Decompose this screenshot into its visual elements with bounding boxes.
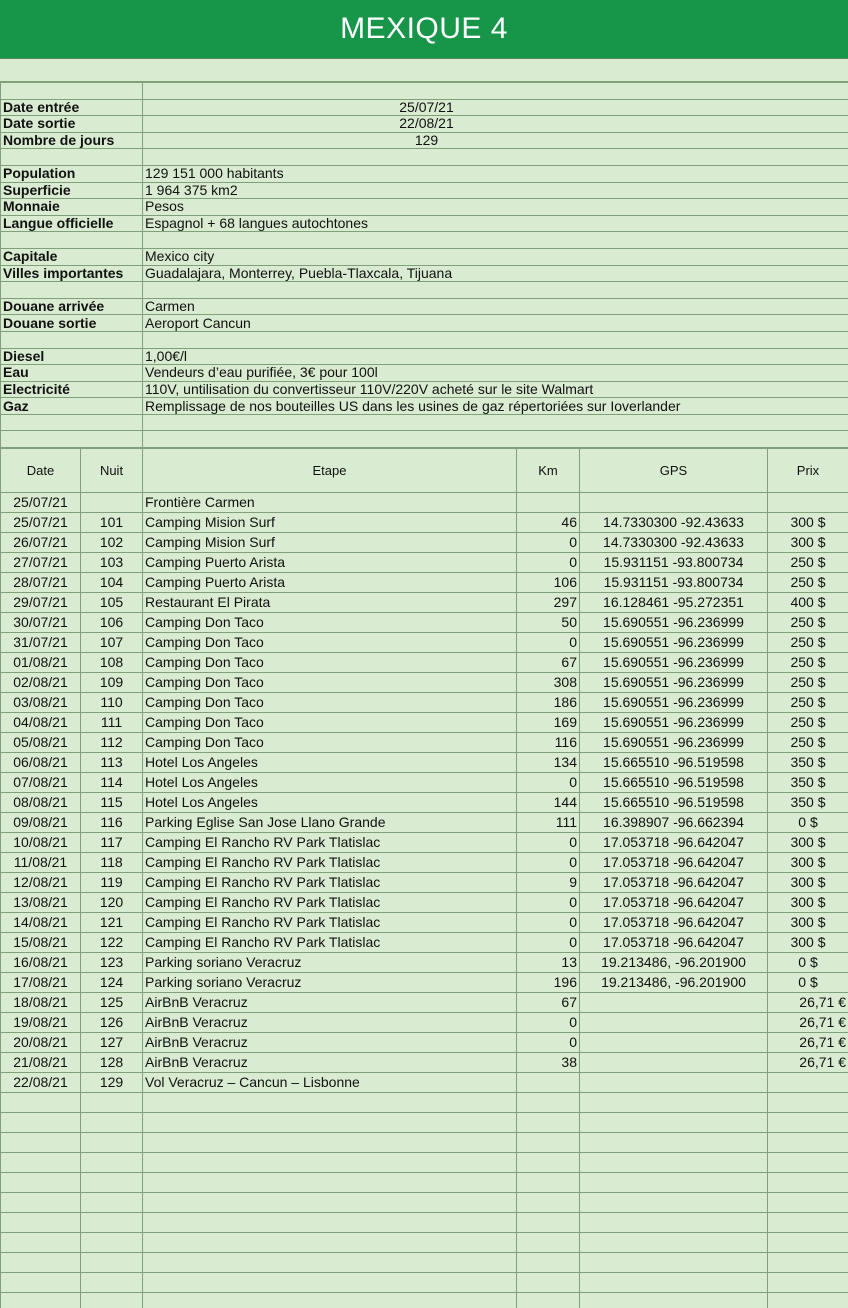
night-cell: 127	[81, 1033, 143, 1053]
gps-cell: 17.053718 -96.642047	[580, 893, 768, 913]
column-header-nuit: Nuit	[81, 449, 143, 493]
blank-row	[1, 331, 848, 348]
stage-cell: Camping Mision Surf	[143, 513, 517, 533]
night-cell: 105	[81, 593, 143, 613]
date-cell: 01/08/21	[1, 653, 81, 673]
date-cell: 05/08/21	[1, 733, 81, 753]
night-cell: 107	[81, 633, 143, 653]
blank-row	[1, 149, 848, 166]
price-cell: 0 $	[768, 813, 848, 833]
stage-cell: Camping Mision Surf	[143, 533, 517, 553]
table-row	[1, 913, 848, 933]
date-cell: 20/08/21	[1, 1033, 81, 1053]
info-row-diesel	[1, 348, 848, 365]
blank-row	[1, 83, 848, 100]
blank-row	[1, 1233, 848, 1253]
info-value: 1,00€/l	[143, 348, 848, 365]
table-row	[1, 673, 848, 693]
info-label: Douane sortie	[1, 315, 143, 332]
gps-cell: 17.053718 -96.642047	[580, 853, 768, 873]
price-cell: 300 $	[768, 833, 848, 853]
info-row-population	[1, 165, 848, 182]
table-row	[1, 873, 848, 893]
night-cell: 118	[81, 853, 143, 873]
info-row-jours	[1, 132, 848, 149]
price-cell: 350 $	[768, 773, 848, 793]
table-row	[1, 833, 848, 853]
date-cell: 28/07/21	[1, 573, 81, 593]
date-cell: 18/08/21	[1, 993, 81, 1013]
price-cell: 26,71 €	[768, 1033, 848, 1053]
info-label: Monnaie	[1, 199, 143, 216]
km-cell: 196	[517, 973, 580, 993]
night-cell: 114	[81, 773, 143, 793]
gps-cell	[580, 1073, 768, 1093]
date-cell: 22/08/21	[1, 1073, 81, 1093]
gps-cell: 15.665510 -96.519598	[580, 773, 768, 793]
km-cell: 0	[517, 533, 580, 553]
km-cell: 0	[517, 913, 580, 933]
info-value: 129	[143, 132, 848, 149]
gps-cell: 19.213486, -96.201900	[580, 973, 768, 993]
info-label: Electricité	[1, 381, 143, 398]
date-cell: 30/07/21	[1, 613, 81, 633]
info-value: Guadalajara, Monterrey, Puebla-Tlaxcala, Tijuana	[143, 265, 848, 282]
gps-cell: 15.690551 -96.236999	[580, 613, 768, 633]
price-cell: 300 $	[768, 533, 848, 553]
table-row	[1, 1013, 848, 1033]
km-cell: 297	[517, 593, 580, 613]
km-cell: 13	[517, 953, 580, 973]
blank-row	[1, 1253, 848, 1273]
price-cell: 250 $	[768, 553, 848, 573]
km-cell	[517, 493, 580, 513]
stage-cell: Camping Don Taco	[143, 633, 517, 653]
table-row	[1, 733, 848, 753]
night-cell: 109	[81, 673, 143, 693]
table-row	[1, 1073, 848, 1093]
table-row	[1, 633, 848, 653]
stage-cell: Camping El Rancho RV Park Tlatislac	[143, 913, 517, 933]
info-value: 25/07/21	[143, 99, 848, 116]
km-cell: 111	[517, 813, 580, 833]
stage-cell: Camping Don Taco	[143, 613, 517, 633]
gps-cell: 17.053718 -96.642047	[580, 933, 768, 953]
info-value: Carmen	[143, 298, 848, 315]
gps-cell: 15.690551 -96.236999	[580, 693, 768, 713]
price-cell: 300 $	[768, 873, 848, 893]
price-cell: 250 $	[768, 633, 848, 653]
info-label: Douane arrivée	[1, 298, 143, 315]
km-cell: 0	[517, 933, 580, 953]
date-cell: 02/08/21	[1, 673, 81, 693]
stage-cell: Hotel Los Angeles	[143, 753, 517, 773]
gps-cell	[580, 1033, 768, 1053]
table-row	[1, 813, 848, 833]
gps-cell	[580, 1053, 768, 1073]
price-cell	[768, 1073, 848, 1093]
date-cell: 11/08/21	[1, 853, 81, 873]
km-cell: 186	[517, 693, 580, 713]
info-row-monnaie	[1, 199, 848, 216]
info-row-electricite	[1, 381, 848, 398]
km-cell: 0	[517, 773, 580, 793]
info-value: Pesos	[143, 199, 848, 216]
date-cell: 09/08/21	[1, 813, 81, 833]
stage-cell: Camping El Rancho RV Park Tlatislac	[143, 873, 517, 893]
date-cell: 12/08/21	[1, 873, 81, 893]
blank-row	[0, 59, 848, 82]
info-row-langue	[1, 215, 848, 232]
info-value: Vendeurs d’eau purifiée, 3€ pour 100l	[143, 365, 848, 382]
info-label: Gaz	[1, 398, 143, 415]
table-row	[1, 953, 848, 973]
km-cell: 0	[517, 1033, 580, 1053]
table-row	[1, 1053, 848, 1073]
info-table	[0, 82, 848, 448]
table-row	[1, 713, 848, 733]
night-cell: 108	[81, 653, 143, 673]
info-value: Remplissage de nos bouteilles US dans les usines de gaz répertoriées sur Ioverlander	[143, 398, 848, 415]
info-value: 110V, untilisation du convertisseur 110V/220V acheté sur le site Walmart	[143, 381, 848, 398]
gps-cell: 15.690551 -96.236999	[580, 633, 768, 653]
gps-cell: 19.213486, -96.201900	[580, 953, 768, 973]
gps-cell: 15.690551 -96.236999	[580, 673, 768, 693]
blank-row	[1, 1153, 848, 1173]
info-row-date-entree	[1, 99, 848, 116]
gps-cell: 16.398907 -96.662394	[580, 813, 768, 833]
info-row-date-sortie	[1, 116, 848, 133]
info-label: Eau	[1, 365, 143, 382]
km-cell	[517, 1073, 580, 1093]
stage-cell: AirBnB Veracruz	[143, 1053, 517, 1073]
night-cell: 112	[81, 733, 143, 753]
night-cell: 104	[81, 573, 143, 593]
stage-cell: Camping Don Taco	[143, 713, 517, 733]
stage-cell: Hotel Los Angeles	[143, 773, 517, 793]
gps-cell: 15.665510 -96.519598	[580, 753, 768, 773]
blank-row	[1, 1213, 848, 1233]
stage-cell: Parking Eglise San Jose Llano Grande	[143, 813, 517, 833]
gps-cell: 15.931151 -93.800734	[580, 573, 768, 593]
date-cell: 06/08/21	[1, 753, 81, 773]
gps-cell: 15.665510 -96.519598	[580, 793, 768, 813]
gps-cell: 17.053718 -96.642047	[580, 833, 768, 853]
table-row	[1, 973, 848, 993]
table-row	[1, 933, 848, 953]
price-cell: 300 $	[768, 933, 848, 953]
info-row-gaz	[1, 398, 848, 415]
info-row-douane-sortie	[1, 315, 848, 332]
night-cell: 124	[81, 973, 143, 993]
column-header-km: Km	[517, 449, 580, 493]
info-row-capitale	[1, 248, 848, 265]
blank-row	[1, 1113, 848, 1133]
night-cell: 125	[81, 993, 143, 1013]
price-cell: 350 $	[768, 753, 848, 773]
date-cell: 10/08/21	[1, 833, 81, 853]
stage-cell: Restaurant El Pirata	[143, 593, 517, 613]
info-row-villes	[1, 265, 848, 282]
date-cell: 08/08/21	[1, 793, 81, 813]
km-cell: 67	[517, 993, 580, 1013]
table-row	[1, 773, 848, 793]
gps-cell	[580, 1013, 768, 1033]
table-row	[1, 613, 848, 633]
night-cell: 119	[81, 873, 143, 893]
stage-cell: Camping Don Taco	[143, 733, 517, 753]
date-cell: 31/07/21	[1, 633, 81, 653]
night-cell: 102	[81, 533, 143, 553]
date-cell: 03/08/21	[1, 693, 81, 713]
gps-cell: 15.690551 -96.236999	[580, 653, 768, 673]
price-cell: 300 $	[768, 513, 848, 533]
info-value: 1 964 375 km2	[143, 182, 848, 199]
table-row	[1, 573, 848, 593]
blank-row	[1, 282, 848, 299]
km-cell: 0	[517, 833, 580, 853]
stage-cell: Camping Don Taco	[143, 693, 517, 713]
night-cell: 101	[81, 513, 143, 533]
stage-cell: AirBnB Veracruz	[143, 1033, 517, 1053]
date-cell: 25/07/21	[1, 493, 81, 513]
column-header-prix: Prix	[768, 449, 848, 493]
info-row-superficie	[1, 182, 848, 199]
info-label: Villes importantes	[1, 265, 143, 282]
itinerary-table	[0, 448, 848, 1308]
info-value: Mexico city	[143, 248, 848, 265]
table-row	[1, 693, 848, 713]
price-cell: 250 $	[768, 573, 848, 593]
km-cell: 67	[517, 653, 580, 673]
table-row	[1, 593, 848, 613]
stage-cell: Vol Veracruz – Cancun – Lisbonne	[143, 1073, 517, 1093]
night-cell: 128	[81, 1053, 143, 1073]
price-cell	[768, 493, 848, 513]
km-cell: 9	[517, 873, 580, 893]
km-cell: 169	[517, 713, 580, 733]
column-header-gps: GPS	[580, 449, 768, 493]
night-cell: 103	[81, 553, 143, 573]
km-cell: 0	[517, 553, 580, 573]
date-cell: 25/07/21	[1, 513, 81, 533]
gps-cell: 15.931151 -93.800734	[580, 553, 768, 573]
blank-row	[1, 1133, 848, 1153]
gps-cell: 14.7330300 -92.43633	[580, 533, 768, 553]
info-label: Capitale	[1, 248, 143, 265]
gps-cell: 17.053718 -96.642047	[580, 913, 768, 933]
km-cell: 50	[517, 613, 580, 633]
night-cell: 110	[81, 693, 143, 713]
info-label: Nombre de jours	[1, 132, 143, 149]
price-cell: 250 $	[768, 693, 848, 713]
blank-row	[1, 232, 848, 249]
date-cell: 17/08/21	[1, 973, 81, 993]
info-label: Population	[1, 165, 143, 182]
price-cell: 26,71 €	[768, 1013, 848, 1033]
table-row	[1, 493, 848, 513]
night-cell	[81, 493, 143, 513]
gps-cell: 15.690551 -96.236999	[580, 733, 768, 753]
info-value: Espagnol + 68 langues autochtones	[143, 215, 848, 232]
table-row	[1, 893, 848, 913]
blank-row	[1, 1173, 848, 1193]
price-cell: 250 $	[768, 653, 848, 673]
table-row	[1, 753, 848, 773]
price-cell: 250 $	[768, 733, 848, 753]
table-row	[1, 653, 848, 673]
night-cell: 113	[81, 753, 143, 773]
date-cell: 04/08/21	[1, 713, 81, 733]
gps-cell: 15.690551 -96.236999	[580, 713, 768, 733]
stage-cell: Parking soriano Veracruz	[143, 973, 517, 993]
blank-row	[1, 1293, 848, 1308]
gps-cell: 17.053718 -96.642047	[580, 873, 768, 893]
table-header-row	[1, 449, 848, 493]
price-cell: 250 $	[768, 713, 848, 733]
price-cell: 300 $	[768, 853, 848, 873]
price-cell: 250 $	[768, 613, 848, 633]
price-cell: 26,71 €	[768, 1053, 848, 1073]
column-header-date: Date	[1, 449, 81, 493]
night-cell: 121	[81, 913, 143, 933]
price-cell: 300 $	[768, 913, 848, 933]
price-cell: 0 $	[768, 953, 848, 973]
stage-cell: Camping Don Taco	[143, 673, 517, 693]
blank-row	[1, 431, 848, 448]
stage-cell: Hotel Los Angeles	[143, 793, 517, 813]
night-cell: 106	[81, 613, 143, 633]
info-label: Superficie	[1, 182, 143, 199]
date-cell: 21/08/21	[1, 1053, 81, 1073]
page-title: MEXIQUE 4	[0, 0, 848, 59]
stage-cell: Parking soriano Veracruz	[143, 953, 517, 973]
info-value: 129 151 000 habitants	[143, 165, 848, 182]
price-cell: 0 $	[768, 973, 848, 993]
date-cell: 26/07/21	[1, 533, 81, 553]
table-row	[1, 553, 848, 573]
stage-cell: Camping El Rancho RV Park Tlatislac	[143, 893, 517, 913]
info-label: Date sortie	[1, 116, 143, 133]
info-label: Diesel	[1, 348, 143, 365]
info-value: 22/08/21	[143, 116, 848, 133]
km-cell: 308	[517, 673, 580, 693]
table-row	[1, 1033, 848, 1053]
km-cell: 0	[517, 893, 580, 913]
stage-cell: Camping El Rancho RV Park Tlatislac	[143, 833, 517, 853]
night-cell: 123	[81, 953, 143, 973]
date-cell: 13/08/21	[1, 893, 81, 913]
km-cell: 134	[517, 753, 580, 773]
km-cell: 0	[517, 633, 580, 653]
gps-cell	[580, 493, 768, 513]
night-cell: 126	[81, 1013, 143, 1033]
price-cell: 400 $	[768, 593, 848, 613]
table-row	[1, 513, 848, 533]
date-cell: 16/08/21	[1, 953, 81, 973]
date-cell: 29/07/21	[1, 593, 81, 613]
km-cell: 144	[517, 793, 580, 813]
stage-cell: Camping Puerto Arista	[143, 573, 517, 593]
info-row-douane-arrivee	[1, 298, 848, 315]
km-cell: 106	[517, 573, 580, 593]
night-cell: 129	[81, 1073, 143, 1093]
price-cell: 350 $	[768, 793, 848, 813]
km-cell: 0	[517, 1013, 580, 1033]
blank-row	[1, 1273, 848, 1293]
stage-cell: AirBnB Veracruz	[143, 993, 517, 1013]
stage-cell: Camping El Rancho RV Park Tlatislac	[143, 933, 517, 953]
table-row	[1, 533, 848, 553]
info-row-eau	[1, 365, 848, 382]
column-header-etape: Etape	[143, 449, 517, 493]
night-cell: 111	[81, 713, 143, 733]
km-cell: 38	[517, 1053, 580, 1073]
night-cell: 115	[81, 793, 143, 813]
table-row	[1, 793, 848, 813]
stage-cell: Camping Don Taco	[143, 653, 517, 673]
night-cell: 116	[81, 813, 143, 833]
stage-cell: Camping Puerto Arista	[143, 553, 517, 573]
blank-row	[1, 1093, 848, 1113]
gps-cell: 14.7330300 -92.43633	[580, 513, 768, 533]
stage-cell: Camping El Rancho RV Park Tlatislac	[143, 853, 517, 873]
date-cell: 07/08/21	[1, 773, 81, 793]
km-cell: 116	[517, 733, 580, 753]
blank-row	[1, 1193, 848, 1213]
gps-cell	[580, 993, 768, 1013]
date-cell: 14/08/21	[1, 913, 81, 933]
night-cell: 117	[81, 833, 143, 853]
date-cell: 15/08/21	[1, 933, 81, 953]
gps-cell: 16.128461 -95.272351	[580, 593, 768, 613]
price-cell: 250 $	[768, 673, 848, 693]
table-row	[1, 993, 848, 1013]
table-row	[1, 853, 848, 873]
price-cell: 300 $	[768, 893, 848, 913]
night-cell: 122	[81, 933, 143, 953]
price-cell: 26,71 €	[768, 993, 848, 1013]
info-label: Date entrée	[1, 99, 143, 116]
info-label: Langue officielle	[1, 215, 143, 232]
date-cell: 19/08/21	[1, 1013, 81, 1033]
km-cell: 46	[517, 513, 580, 533]
stage-cell: AirBnB Veracruz	[143, 1013, 517, 1033]
date-cell: 27/07/21	[1, 553, 81, 573]
night-cell: 120	[81, 893, 143, 913]
info-value: Aeroport Cancun	[143, 315, 848, 332]
stage-cell: Frontière Carmen	[143, 493, 517, 513]
km-cell: 0	[517, 853, 580, 873]
blank-row	[1, 414, 848, 431]
